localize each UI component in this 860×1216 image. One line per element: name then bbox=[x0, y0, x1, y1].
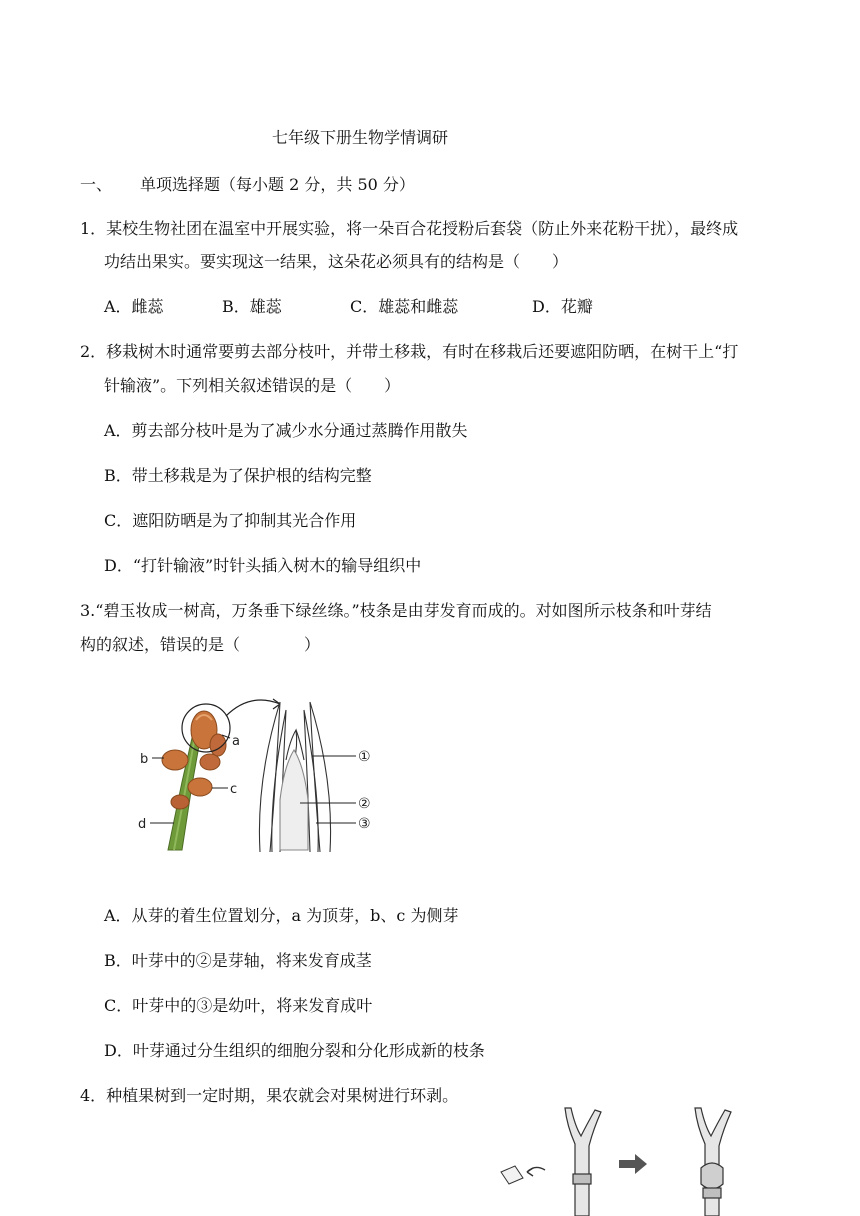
section-number: 一、 bbox=[80, 175, 113, 194]
q2-stem-line1: 2．移栽树木时通常要剪去部分枝叶，并带土移栽，有时在移栽后还要遮阳防晒，在树干上“打 bbox=[80, 342, 739, 361]
label-d: d bbox=[138, 817, 147, 832]
label-c: c bbox=[230, 782, 238, 797]
page-title: 七年级下册生物学情调研 bbox=[272, 128, 449, 147]
q3-stem-line1: 3.“碧玉妆成一树高，万条垂下绿丝绦。”枝条是由芽发育而成的。对如图所示枝条和叶芽结 bbox=[80, 601, 712, 620]
q1-options bbox=[104, 296, 704, 318]
q2-option-c: C．遮阳防晒是为了抑制其光合作用 bbox=[104, 511, 357, 530]
label-circle-1: ① bbox=[358, 749, 371, 765]
q3-option-c: C．叶芽中的③是幼叶，将来发育成叶 bbox=[104, 996, 373, 1015]
q1-stem-line1: 1．某校生物社团在温室中开展实验，将一朵百合花授粉后套袋（防止外来花粉干扰），最终成 bbox=[80, 219, 739, 238]
q3-option-b: B．叶芽中的②是芽轴，将来发育成茎 bbox=[104, 951, 372, 970]
q2-option-d: D．“打针输液”时针头插入树木的输导组织中 bbox=[104, 556, 422, 575]
q1-option-b: B．雄蕊 bbox=[222, 297, 282, 316]
label-circle-3: ③ bbox=[358, 816, 371, 832]
q3-option-d: D．叶芽通过分生组织的细胞分裂和分化形成新的枝条 bbox=[104, 1041, 485, 1060]
label-b: b bbox=[140, 752, 149, 767]
knife-icon bbox=[501, 1166, 523, 1184]
q3-option-a: A．从芽的着生位置划分，a 为顶芽，b、c 为侧芽 bbox=[104, 906, 459, 925]
label-circle-2: ② bbox=[358, 796, 371, 812]
q4-figure bbox=[495, 1104, 765, 1216]
q1-option-d: D．花瓣 bbox=[532, 297, 593, 316]
q3-stem-line2: 构的叙述，错误的是（ ） bbox=[80, 635, 321, 654]
leaf-bud-section bbox=[259, 702, 330, 852]
lateral-bud-c bbox=[188, 778, 212, 796]
arrow-right-icon bbox=[619, 1154, 647, 1174]
q3-figure bbox=[130, 690, 400, 860]
section-heading: 单项选择题（每小题 2 分，共 50 分） bbox=[140, 175, 415, 194]
q2-option-b: B．带土移栽是为了保护根的结构完整 bbox=[104, 466, 372, 485]
q1-option-a: A．雌蕊 bbox=[104, 297, 164, 316]
lateral-bud-b bbox=[162, 750, 188, 770]
label-a: a bbox=[232, 734, 240, 749]
q2-option-a: A．剪去部分枝叶是为了减少水分通过蒸腾作用散失 bbox=[104, 421, 468, 440]
q1-option-c: C．雄蕊和雌蕊 bbox=[350, 297, 459, 316]
q1-stem-line2: 功结出果实。要实现这一结果，这朵花必须具有的结构是（ ） bbox=[104, 252, 569, 271]
q4-stem-line1: 4．种植果树到一定时期，果农就会对果树进行环剥。 bbox=[80, 1086, 459, 1105]
q2-stem-line2: 针输液”。下列相关叙述错误的是（ ） bbox=[104, 376, 401, 395]
